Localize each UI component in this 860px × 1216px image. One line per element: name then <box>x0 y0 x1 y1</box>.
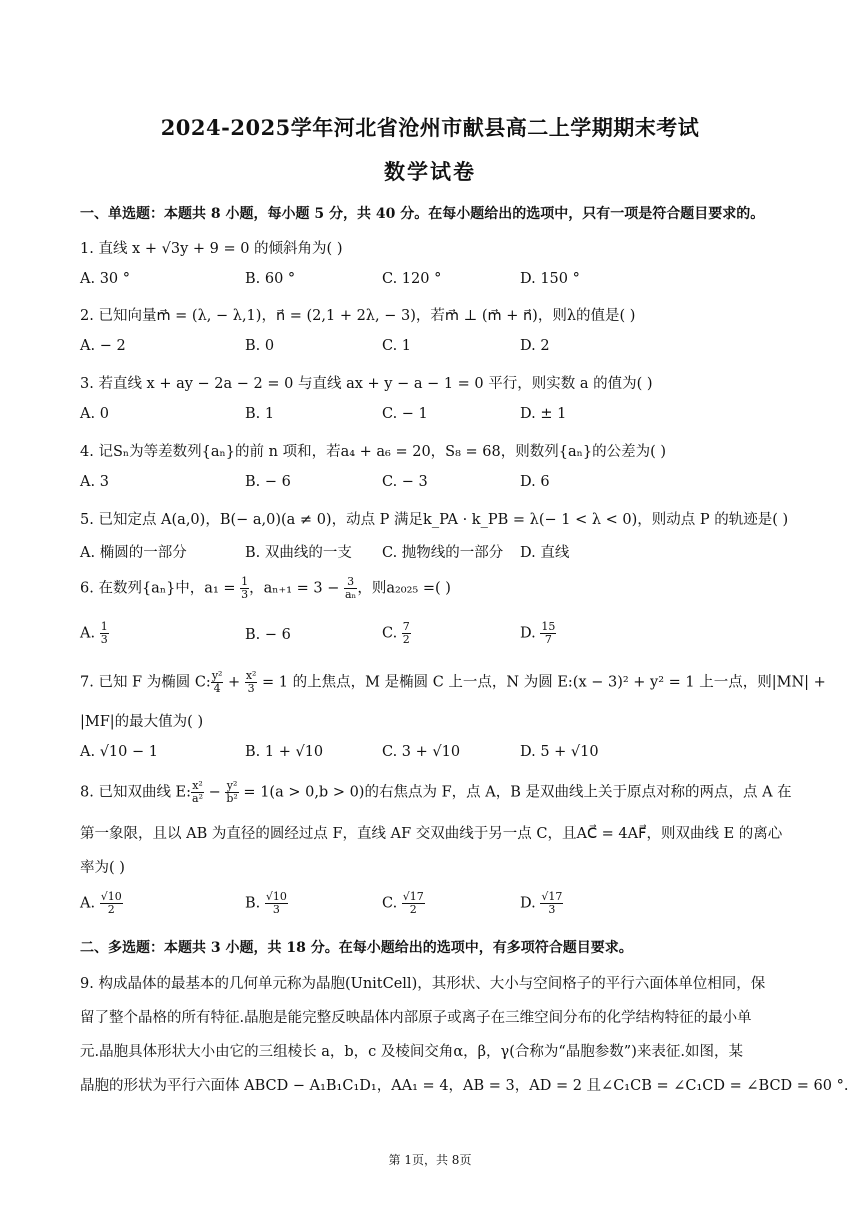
option-b[interactable]: B. 0 <box>245 338 275 354</box>
option-d[interactable]: D. ± 1 <box>520 406 567 422</box>
fraction: $\frac{3}{\text{aₙ}}$ <box>345 575 357 601</box>
fraction: $\frac{\text{y²}}{4}$ <box>211 669 223 695</box>
question-7-stem-continued: |MF|的最大值为( ) <box>80 714 204 730</box>
fraction: $\frac{\text{x²}}{\text{a²}}$ <box>192 779 203 805</box>
question-9-line-3: 元.晶胞具体形状大小由它的三组棱长 a，b，c 及棱间交角α，β，γ(合称为“晶胞参数”)来表征.如图，某 <box>80 1044 743 1060</box>
option-a[interactable]: A. $\frac{√10}{2}$ <box>80 890 122 916</box>
question-8-stem: 8. 已知双曲线 E: $\frac{\text{x²}}{\text{a²}}$ − $\frac{\text{y²}}{\text{b²}}$ = 1(a > 0,b > 0)的右焦点为 F，点 A，B 是双曲线上关于原点对称的两点，点 A 在 <box>80 779 792 805</box>
option-d[interactable]: D. 150 ° <box>520 271 580 287</box>
option-c[interactable]: C. 3 + √10 <box>382 744 461 760</box>
option-d[interactable]: D. 2 <box>520 338 550 354</box>
page-footer: 第 1页，共 8页 <box>388 1153 472 1167</box>
option-d[interactable]: D. $\frac{15}{7}$ <box>520 620 556 646</box>
exam-subtitle: 数学试卷 <box>384 159 476 184</box>
option-d[interactable]: D. 6 <box>520 474 550 490</box>
exam-title: 2024-2025学年河北省沧州市献县高二上学期期末考试 <box>160 115 700 140</box>
option-d[interactable]: D. $\frac{√17}{3}$ <box>520 890 563 916</box>
option-c[interactable]: C. 1 <box>382 338 412 354</box>
option-a[interactable]: A. 3 <box>80 474 109 490</box>
fraction: $\frac{1}{3}$ <box>241 575 249 601</box>
question-9-line-1: 9. 构成晶体的最基本的几何单元称为晶胞(UnitCell)，其形状、大小与空间格子的平行六面体单位相同，保 <box>80 976 766 992</box>
option-c[interactable]: C. 120 ° <box>382 271 442 287</box>
question-6-stem: 6. 在数列{aₙ}中，a₁ = $\frac{1}{3}$ ，aₙ₊₁ = 3 − $\frac{3}{\text{aₙ}}$ ，则a₂₀₂₅ =( ) <box>80 575 451 601</box>
question-4-stem: 4. 记Sₙ为等差数列{aₙ}的前 n 项和，若a₄ + a₆ = 20，S₈ = 68，则数列{aₙ}的公差为( ) <box>80 444 667 460</box>
fraction: $\frac{\text{x²}}{3}$ <box>245 669 257 695</box>
option-a[interactable]: A. 30 ° <box>80 271 130 287</box>
option-b[interactable]: B. 1 <box>245 406 275 422</box>
question-1-stem: 1. 直线 x + √3y + 9 = 0 的倾斜角为( ) <box>80 241 343 257</box>
option-a[interactable]: A. √10 − 1 <box>80 744 158 760</box>
option-b[interactable]: B. 双曲线的一支 <box>245 545 352 561</box>
option-d[interactable]: D. 直线 <box>520 545 570 561</box>
question-9-line-2: 留了整个晶格的所有特征.晶胞是能完整反映晶体内部原子或离子在三维空间分布的化学结构特征的最小单 <box>80 1010 752 1026</box>
question-5-stem: 5. 已知定点 A(a,0)，B(− a,0)(a ≠ 0)，动点 P 满足k_PA · k_PB = λ(− 1 < λ < 0)，则动点 P 的轨迹是( ) <box>80 512 789 528</box>
question-7-stem: 7. 已知 F 为椭圆 C: $\frac{\text{y²}}{4}$ + $\frac{\text{x²}}{3}$ = 1 的上焦点，M 是椭圆 C 上一点，N 为圆 E:(x − 3)² + y² = 1 上一点，则|MN| + <box>80 669 826 695</box>
option-a[interactable]: A. − 2 <box>80 338 126 354</box>
option-c[interactable]: C. − 1 <box>382 406 428 422</box>
option-c[interactable]: C. $\frac{√17}{2}$ <box>382 890 424 916</box>
section-multiple-choice: 二、多选题：本题共 3 小题，共 18 分。在每小题给出的选项中，有多项符合题目要求。 <box>80 940 633 956</box>
option-d[interactable]: D. 5 + √10 <box>520 744 599 760</box>
option-b[interactable]: B. − 6 <box>245 627 291 643</box>
option-a[interactable]: A. 椭圆的一部分 <box>80 545 187 561</box>
question-3-stem: 3. 若直线 x + ay − 2a − 2 = 0 与直线 ax + y − a − 1 = 0 平行，则实数 a 的值为( ) <box>80 376 653 392</box>
question-8-stem-end: 率为( ) <box>80 860 125 876</box>
option-c[interactable]: C. $\frac{7}{2}$ <box>382 620 410 646</box>
option-b[interactable]: B. 60 ° <box>245 271 296 287</box>
question-2-stem: 2. 已知向量m⃗ = (λ, − λ,1)，n⃗ = (2,1 + 2λ, − 3)，若m⃗ ⊥ (m⃗ + n⃗)，则λ的值是( ) <box>80 308 636 324</box>
question-8-stem-continued: 第一象限，且以 AB 为直径的圆经过点 F，直线 AF 交双曲线于另一点 C，且AC⃗ = 4AF⃗，则双曲线 E 的离心 <box>80 826 783 842</box>
option-b[interactable]: B. − 6 <box>245 474 291 490</box>
option-a[interactable]: A. $\frac{1}{3}$ <box>80 620 108 646</box>
question-9-line-4: 晶胞的形状为平行六面体 ABCD − A₁B₁C₁D₁，AA₁ = 4，AB = 3，AD = 2 且∠C₁CB = ∠C₁CD = ∠BCD = 60 °. <box>80 1078 849 1094</box>
option-b[interactable]: B. 1 + √10 <box>245 744 324 760</box>
section-single-choice: 一、单选题：本题共 8 小题，每小题 5 分，共 40 分。在每小题给出的选项中，只有一项是符合题目要求的。 <box>80 206 765 222</box>
option-c[interactable]: C. − 3 <box>382 474 428 490</box>
option-c[interactable]: C. 抛物线的一部分 <box>382 545 504 561</box>
fraction: $\frac{\text{y²}}{\text{b²}}$ <box>226 779 238 805</box>
option-b[interactable]: B. $\frac{√10}{3}$ <box>245 890 287 916</box>
option-a[interactable]: A. 0 <box>80 406 109 422</box>
